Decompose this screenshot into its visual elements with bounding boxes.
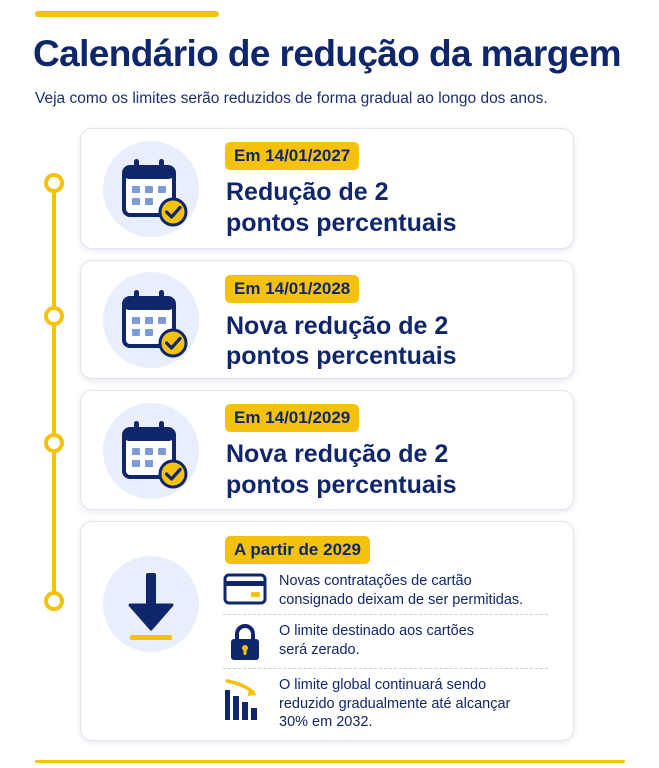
page-title: Calendário de redução da margem: [33, 33, 621, 74]
top-accent-bar: [35, 11, 219, 17]
card-title-line1: Nova redução de 2: [226, 440, 449, 468]
date-badge: Em 14/01/2028: [225, 275, 359, 303]
card-title-line2: pontos percentuais: [226, 209, 457, 237]
timeline-line: [52, 183, 56, 601]
timeline-card-final: [80, 521, 574, 741]
list-item: [223, 676, 548, 736]
calendar-check-icon: [103, 141, 199, 237]
card-title-line2: pontos percentuais: [226, 471, 457, 499]
final-badge: A partir de 2029: [225, 536, 370, 564]
divider: [223, 668, 548, 669]
credit-card-icon: [223, 572, 267, 606]
list-item-text: O limite global continuará sendo reduzido gradualmente até alcançar 30% em 2032.: [279, 677, 511, 730]
arrow-down-icon: [103, 556, 199, 652]
list-item: [223, 572, 548, 608]
date-badge: Em 14/01/2029: [225, 404, 359, 432]
list-item-text: Novas contratações de cartão consignado deixam de ser permitidas.: [279, 573, 524, 608]
card-title-line1: Nova redução de 2: [226, 312, 449, 340]
timeline-card-2028: [80, 260, 574, 379]
divider: [223, 614, 548, 615]
timeline-dot: [44, 591, 64, 611]
calendar-check-icon: [103, 272, 199, 368]
bottom-accent-bar: [35, 760, 625, 763]
timeline-dot: [44, 306, 64, 326]
timeline-dot: [44, 173, 64, 193]
padlock-icon: [223, 622, 267, 662]
timeline-card-2029: [80, 390, 574, 510]
page-subtitle: Veja como os limites serão reduzidos de forma gradual ao longo dos anos.: [35, 90, 548, 107]
card-title-line2: pontos percentuais: [226, 342, 457, 370]
list-item: [223, 622, 548, 662]
list-item-text: O limite destinado aos cartões será zerado.: [279, 623, 475, 658]
calendar-check-icon: [103, 403, 199, 499]
card-title-line1: Redução de 2: [226, 178, 389, 206]
date-badge: Em 14/01/2027: [225, 142, 359, 170]
timeline-card-2027: [80, 128, 574, 249]
timeline-dot: [44, 433, 64, 453]
declining-bar-chart-icon: [223, 676, 271, 722]
